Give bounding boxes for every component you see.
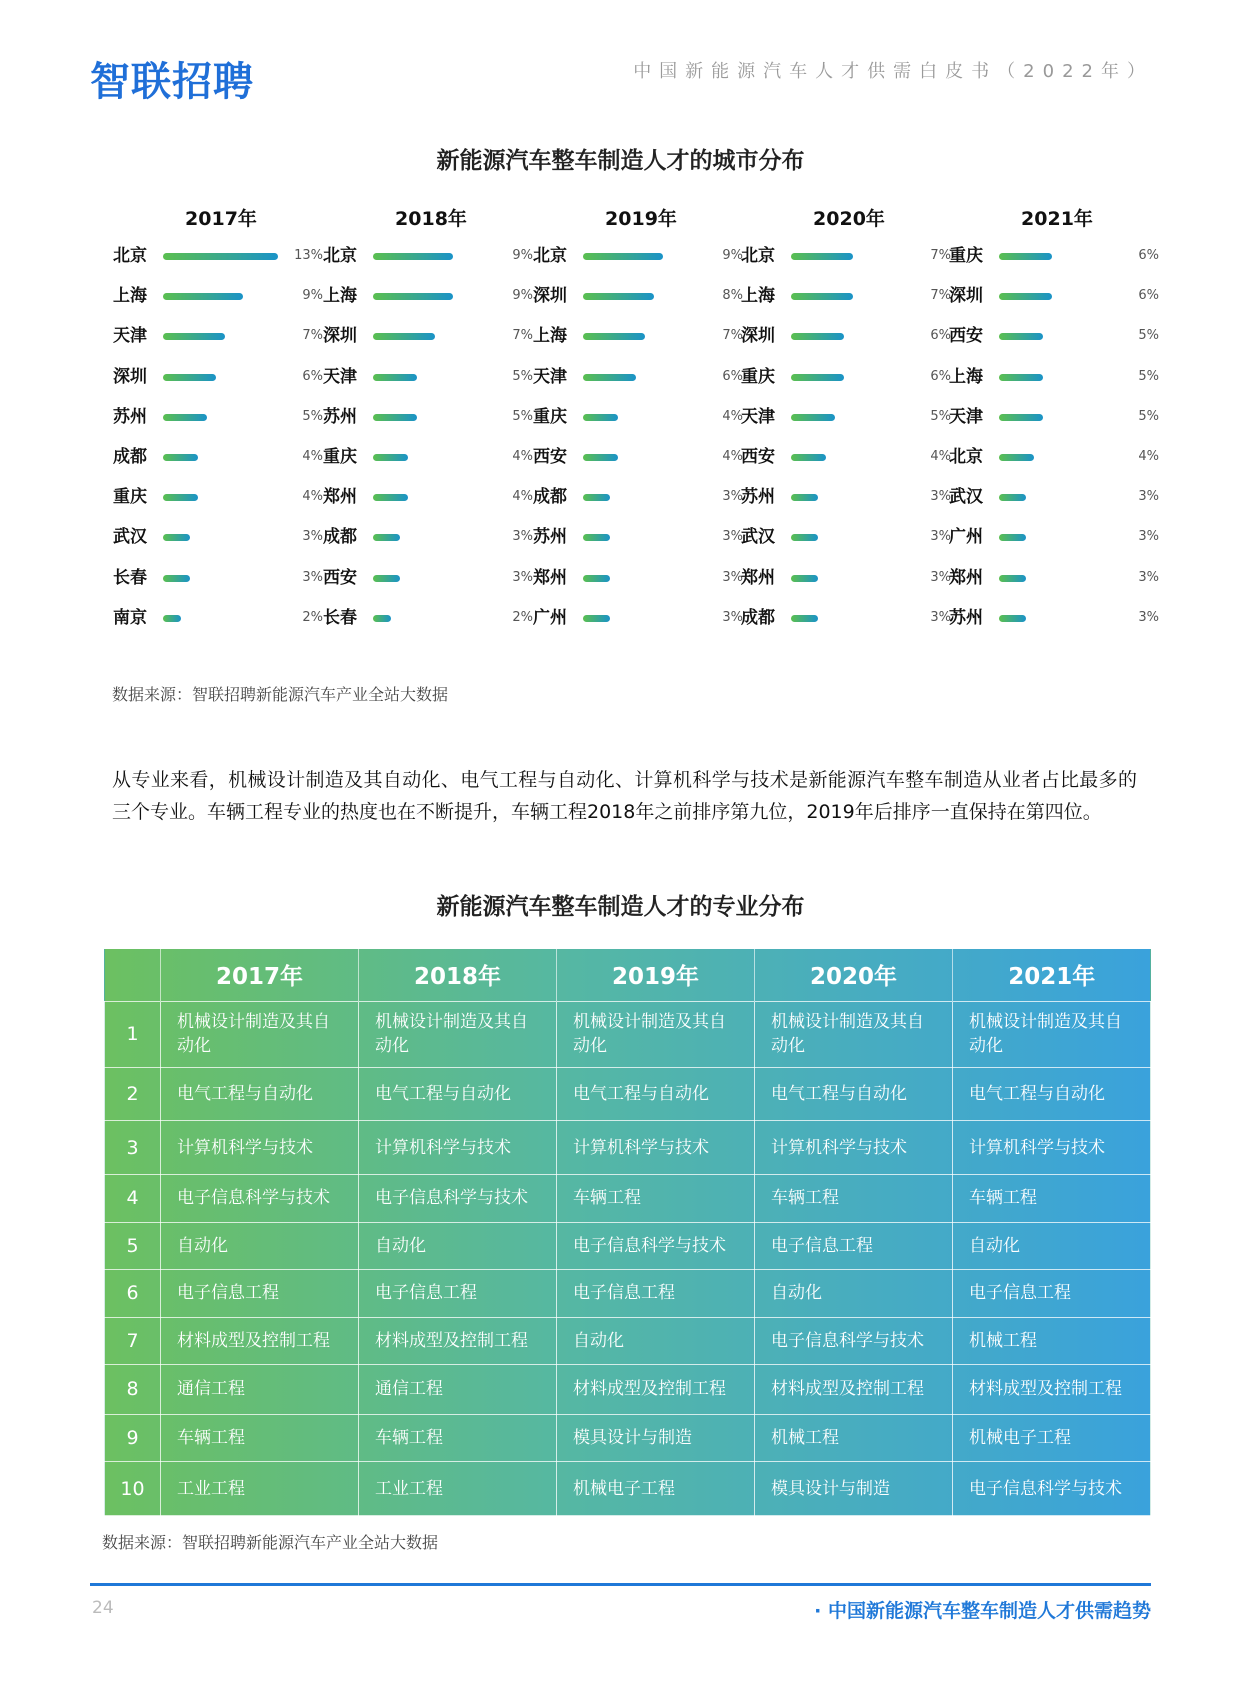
city-row [533, 485, 743, 509]
city-share-percent: 7% [930, 248, 951, 263]
city-name: 重庆 [949, 246, 983, 266]
city-share-bar [999, 575, 1026, 582]
city-name: 北京 [533, 246, 567, 266]
table-row [105, 1067, 1151, 1121]
city-share-percent: 3% [722, 569, 743, 585]
city-name: 郑州 [533, 567, 567, 588]
city-row [113, 324, 323, 348]
city-share-percent: 4% [722, 408, 743, 424]
city-share-bar [583, 414, 618, 421]
city-row [741, 244, 951, 268]
city-share-percent: 7% [930, 288, 951, 304]
table-header-2018: 2018年 [359, 949, 557, 1001]
city-share-percent: 3% [1138, 569, 1159, 585]
zhaopin-logo: 智联招聘 [90, 59, 254, 105]
city-row [533, 445, 743, 469]
city-name: 重庆 [533, 406, 567, 427]
major-cell: 计算机科学与技术 [161, 1121, 359, 1175]
major-cell: 电气工程与自动化 [755, 1067, 953, 1121]
city-row [741, 445, 951, 469]
table-header-row [105, 949, 1151, 1001]
major-cell: 机械设计制造及其自动化 [755, 1001, 953, 1067]
city-share-percent: 5% [930, 408, 951, 424]
city-name: 北京 [323, 246, 357, 266]
city-name: 天津 [323, 366, 357, 387]
city-share-bar [583, 293, 654, 300]
city-row [949, 365, 1159, 389]
major-cell: 通信工程 [161, 1365, 359, 1415]
city-name: 武汉 [741, 527, 775, 548]
city-share-percent: 3% [512, 529, 533, 545]
city-share-percent: 7% [512, 328, 533, 344]
city-name: 天津 [113, 326, 147, 347]
city-share-bar [999, 333, 1043, 340]
table-row [105, 1365, 1151, 1415]
major-distribution-table [104, 949, 1151, 1516]
city-name: 西安 [323, 567, 357, 588]
city-share-bar [373, 615, 391, 622]
city-share-bar [791, 414, 835, 421]
city-share-bar [373, 414, 417, 421]
city-row [113, 284, 323, 308]
city-share-percent: 4% [930, 449, 951, 464]
major-cell: 机械工程 [755, 1414, 953, 1462]
city-share-bar [999, 253, 1052, 260]
city-share-bar [163, 253, 278, 260]
major-cell: 电子信息科学与技术 [161, 1175, 359, 1223]
rank-cell: 5 [105, 1222, 161, 1270]
city-share-percent: 6% [930, 368, 951, 384]
city-share-bar [791, 253, 853, 260]
table-header-2017: 2017年 [161, 949, 359, 1001]
major-cell: 计算机科学与技术 [953, 1121, 1151, 1175]
city-share-bar [163, 575, 190, 582]
major-cell: 机械电子工程 [953, 1414, 1151, 1462]
city-share-bar [791, 374, 844, 381]
city-name: 上海 [741, 286, 775, 307]
city-share-percent: 3% [1138, 609, 1159, 625]
city-share-bar [999, 454, 1034, 461]
city-row [533, 324, 743, 348]
city-share-bar [583, 575, 610, 582]
city-share-bar [163, 454, 198, 461]
city-share-bar [583, 534, 610, 541]
city-row [323, 566, 533, 590]
major-cell: 机械设计制造及其自动化 [953, 1001, 1151, 1067]
major-cell: 机械设计制造及其自动化 [161, 1001, 359, 1067]
city-row [949, 606, 1159, 630]
city-share-percent: 4% [722, 449, 743, 464]
major-cell: 电子信息工程 [953, 1270, 1151, 1318]
city-year-heading: 2020年 [813, 208, 885, 230]
table-header-2021: 2021年 [953, 949, 1151, 1001]
city-name: 广州 [533, 607, 567, 628]
city-share-percent: 6% [930, 328, 951, 344]
table-header-2019: 2019年 [557, 949, 755, 1001]
city-name: 北京 [949, 447, 983, 467]
city-name: 重庆 [113, 487, 147, 508]
city-row [113, 244, 323, 268]
city-name: 郑州 [741, 567, 775, 588]
table-row [105, 1222, 1151, 1270]
city-row [323, 525, 533, 549]
major-cell: 计算机科学与技术 [359, 1121, 557, 1175]
city-row [741, 365, 951, 389]
city-share-percent: 9% [512, 288, 533, 304]
major-cell: 自动化 [557, 1317, 755, 1365]
city-share-percent: 3% [930, 529, 951, 545]
major-cell: 电子信息工程 [359, 1270, 557, 1318]
city-share-bar [583, 253, 663, 260]
table-row [105, 1462, 1151, 1516]
city-share-bar [791, 333, 844, 340]
city-share-percent: 13% [294, 248, 323, 263]
major-cell: 电气工程与自动化 [359, 1067, 557, 1121]
city-name: 苏州 [949, 607, 983, 628]
city-row [113, 525, 323, 549]
city-year-heading: 2019年 [605, 208, 677, 230]
major-cell: 电子信息工程 [161, 1270, 359, 1318]
major-cell: 车辆工程 [359, 1414, 557, 1462]
city-row [323, 365, 533, 389]
city-share-percent: 5% [512, 408, 533, 424]
city-share-percent: 6% [722, 368, 743, 384]
rank-cell: 6 [105, 1270, 161, 1318]
major-cell: 电气工程与自动化 [161, 1067, 359, 1121]
city-share-bar [791, 534, 818, 541]
major-cell: 机械电子工程 [557, 1462, 755, 1516]
major-cell: 自动化 [953, 1222, 1151, 1270]
city-row [323, 405, 533, 429]
city-share-percent: 6% [1138, 248, 1159, 263]
major-cell: 车辆工程 [557, 1175, 755, 1223]
city-row [113, 606, 323, 630]
city-row [741, 324, 951, 348]
city-share-percent: 3% [1138, 529, 1159, 545]
city-share-percent: 4% [1138, 449, 1159, 464]
major-cell: 材料成型及控制工程 [953, 1365, 1151, 1415]
city-share-bar [373, 454, 408, 461]
city-share-bar [583, 374, 636, 381]
city-share-bar [999, 494, 1026, 501]
city-row [949, 284, 1159, 308]
city-name: 重庆 [323, 447, 357, 467]
rank-cell: 7 [105, 1317, 161, 1365]
table-row [105, 1414, 1151, 1462]
city-share-bar [373, 494, 408, 501]
city-row [949, 485, 1159, 509]
city-name: 上海 [533, 326, 567, 347]
city-share-percent: 4% [512, 489, 533, 505]
city-row [533, 566, 743, 590]
city-name: 深圳 [323, 326, 357, 347]
city-share-percent: 6% [302, 368, 323, 384]
city-share-percent: 6% [1138, 288, 1159, 304]
rank-cell: 2 [105, 1067, 161, 1121]
city-share-percent: 3% [1138, 489, 1159, 505]
city-name: 深圳 [949, 286, 983, 307]
city-share-percent: 4% [302, 489, 323, 505]
document-title: 中国新能源汽车人才供需白皮书（2022年） [633, 61, 1153, 82]
rank-cell: 4 [105, 1175, 161, 1223]
footer-divider [90, 1583, 1151, 1586]
rank-cell: 1 [105, 1001, 161, 1067]
city-name: 天津 [741, 406, 775, 427]
city-name: 上海 [323, 286, 357, 307]
city-year-heading: 2017年 [185, 208, 257, 230]
city-share-percent: 5% [302, 408, 323, 424]
city-share-percent: 4% [302, 449, 323, 464]
city-row [949, 525, 1159, 549]
major-analysis-paragraph: 从专业来看，机械设计制造及其自动化、电气工程与自动化、计算机科学与技术是新能源汽车整车制造从业者占比最多的三个专业。车辆工程专业的热度也在不断提升，车辆工程2018年之前排序第九位，2019年后排序一直保持在第四位。 [112, 769, 1137, 823]
city-share-percent: 2% [302, 609, 323, 625]
major-cell: 材料成型及控制工程 [359, 1317, 557, 1365]
table-header-rank [105, 949, 161, 1001]
city-share-bar [791, 494, 818, 501]
city-row [113, 485, 323, 509]
city-row [323, 485, 533, 509]
city-row [949, 324, 1159, 348]
major-cell: 工业工程 [161, 1462, 359, 1516]
city-name: 郑州 [949, 567, 983, 588]
city-name: 武汉 [949, 487, 983, 508]
city-name: 成都 [113, 447, 147, 467]
city-share-bar [791, 575, 818, 582]
city-share-percent: 9% [722, 248, 743, 263]
city-row [741, 405, 951, 429]
city-row [533, 405, 743, 429]
city-share-bar [999, 534, 1026, 541]
city-share-percent: 3% [930, 489, 951, 505]
city-row [741, 485, 951, 509]
city-share-bar [583, 333, 645, 340]
city-row [741, 566, 951, 590]
city-share-bar [373, 293, 453, 300]
city-name: 天津 [533, 366, 567, 387]
city-share-bar [373, 534, 400, 541]
city-row [113, 365, 323, 389]
city-share-bar [999, 374, 1043, 381]
city-name: 西安 [533, 447, 567, 467]
city-row [949, 566, 1159, 590]
city-share-bar [163, 534, 190, 541]
major-cell: 电气工程与自动化 [953, 1067, 1151, 1121]
city-share-bar [163, 494, 198, 501]
major-cell: 车辆工程 [161, 1414, 359, 1462]
city-share-bar [163, 615, 181, 622]
city-name: 苏州 [741, 487, 775, 508]
city-share-percent: 3% [930, 569, 951, 585]
rank-cell: 8 [105, 1365, 161, 1415]
city-name: 苏州 [113, 406, 147, 427]
city-share-percent: 3% [512, 569, 533, 585]
city-name: 苏州 [533, 527, 567, 548]
city-row [323, 244, 533, 268]
rank-cell: 10 [105, 1462, 161, 1516]
table-header-2020: 2020年 [755, 949, 953, 1001]
city-name: 郑州 [323, 487, 357, 508]
city-share-percent: 3% [302, 529, 323, 545]
city-share-percent: 8% [722, 288, 743, 304]
city-share-percent: 9% [302, 288, 323, 304]
city-row [113, 566, 323, 590]
city-row [533, 244, 743, 268]
city-name: 西安 [741, 447, 775, 467]
city-share-percent: 5% [1138, 408, 1159, 424]
city-share-bar [163, 414, 207, 421]
city-share-bar [373, 374, 417, 381]
city-name: 重庆 [741, 366, 775, 387]
major-cell: 电气工程与自动化 [557, 1067, 755, 1121]
city-share-percent: 4% [512, 449, 533, 464]
major-cell: 电子信息科学与技术 [953, 1462, 1151, 1516]
city-share-percent: 7% [302, 328, 323, 344]
city-row [533, 525, 743, 549]
city-section-title: 新能源汽车整车制造人才的城市分布 [436, 148, 805, 174]
major-cell: 自动化 [161, 1222, 359, 1270]
city-share-bar [583, 615, 610, 622]
city-row [113, 445, 323, 469]
city-name: 天津 [949, 406, 983, 427]
city-row [533, 365, 743, 389]
rank-cell: 9 [105, 1414, 161, 1462]
city-share-percent: 5% [512, 368, 533, 384]
major-cell: 车辆工程 [755, 1175, 953, 1223]
city-name: 苏州 [323, 406, 357, 427]
city-row [949, 405, 1159, 429]
major-cell: 工业工程 [359, 1462, 557, 1516]
city-row [113, 405, 323, 429]
major-cell: 自动化 [359, 1222, 557, 1270]
major-cell: 材料成型及控制工程 [557, 1365, 755, 1415]
city-name: 北京 [113, 246, 147, 266]
city-share-percent: 3% [722, 489, 743, 505]
city-share-percent: 3% [722, 609, 743, 625]
city-row [741, 525, 951, 549]
city-row [741, 606, 951, 630]
city-share-bar [163, 293, 243, 300]
city-year-heading: 2018年 [395, 208, 467, 230]
city-year-heading: 2021年 [1021, 208, 1093, 230]
city-name: 广州 [949, 527, 983, 548]
major-cell: 计算机科学与技术 [557, 1121, 755, 1175]
city-name: 成都 [323, 527, 357, 548]
major-cell: 自动化 [755, 1270, 953, 1318]
city-name: 深圳 [113, 366, 147, 387]
city-row [949, 445, 1159, 469]
major-cell: 电子信息科学与技术 [359, 1175, 557, 1223]
city-name: 南京 [113, 607, 147, 628]
city-share-percent: 5% [1138, 368, 1159, 384]
city-share-percent: 2% [512, 609, 533, 625]
city-data-source: 数据来源：智联招聘新能源汽车产业全站大数据 [112, 685, 449, 704]
city-name: 成都 [741, 607, 775, 628]
major-section-title: 新能源汽车整车制造人才的专业分布 [436, 894, 805, 920]
city-share-bar [583, 494, 610, 501]
city-name: 深圳 [533, 286, 567, 307]
city-name: 西安 [949, 326, 983, 347]
city-row [323, 445, 533, 469]
table-row [105, 1001, 1151, 1067]
major-cell: 机械设计制造及其自动化 [557, 1001, 755, 1067]
major-cell: 计算机科学与技术 [755, 1121, 953, 1175]
city-share-bar [791, 615, 818, 622]
page-number: 24 [92, 1598, 114, 1618]
city-name: 长春 [323, 607, 357, 628]
city-share-bar [373, 575, 400, 582]
major-cell: 电子信息科学与技术 [755, 1317, 953, 1365]
city-name: 上海 [113, 286, 147, 307]
table-row [105, 1121, 1151, 1175]
city-share-percent: 7% [722, 328, 743, 344]
city-name: 深圳 [741, 326, 775, 347]
city-share-percent: 3% [302, 569, 323, 585]
city-name: 长春 [113, 567, 147, 588]
major-cell: 材料成型及控制工程 [755, 1365, 953, 1415]
major-cell: 材料成型及控制工程 [161, 1317, 359, 1365]
city-row [949, 244, 1159, 268]
footer-section-title: · 中国新能源汽车整车制造人才供需趋势 [814, 1600, 1151, 1622]
city-share-bar [999, 414, 1043, 421]
major-cell: 车辆工程 [953, 1175, 1151, 1223]
city-name: 上海 [949, 366, 983, 387]
city-share-bar [999, 293, 1052, 300]
city-share-percent: 9% [512, 248, 533, 263]
city-name: 北京 [741, 246, 775, 266]
table-row [105, 1175, 1151, 1223]
rank-cell: 3 [105, 1121, 161, 1175]
city-share-bar [373, 253, 453, 260]
city-share-percent: 3% [930, 609, 951, 625]
major-cell: 电子信息科学与技术 [557, 1222, 755, 1270]
city-distribution-chart [113, 204, 1159, 644]
city-row [323, 324, 533, 348]
major-cell: 模具设计与制造 [557, 1414, 755, 1462]
table-row [105, 1270, 1151, 1318]
city-share-bar [791, 454, 826, 461]
table-row [105, 1317, 1151, 1365]
major-cell: 模具设计与制造 [755, 1462, 953, 1516]
city-share-percent: 5% [1138, 328, 1159, 344]
major-data-source: 数据来源：智联招聘新能源汽车产业全站大数据 [102, 1533, 439, 1552]
city-share-bar [791, 293, 853, 300]
city-share-bar [163, 333, 225, 340]
city-share-bar [583, 454, 618, 461]
city-share-bar [373, 333, 435, 340]
city-row [533, 284, 743, 308]
city-row [741, 284, 951, 308]
major-cell: 电子信息工程 [755, 1222, 953, 1270]
city-share-bar [163, 374, 216, 381]
city-row [323, 284, 533, 308]
city-row [533, 606, 743, 630]
city-row [323, 606, 533, 630]
city-name: 武汉 [113, 527, 147, 548]
city-name: 成都 [533, 487, 567, 508]
major-cell: 机械设计制造及其自动化 [359, 1001, 557, 1067]
major-cell: 通信工程 [359, 1365, 557, 1415]
major-cell: 电子信息工程 [557, 1270, 755, 1318]
city-share-bar [999, 615, 1026, 622]
city-share-percent: 3% [722, 529, 743, 545]
major-cell: 机械工程 [953, 1317, 1151, 1365]
